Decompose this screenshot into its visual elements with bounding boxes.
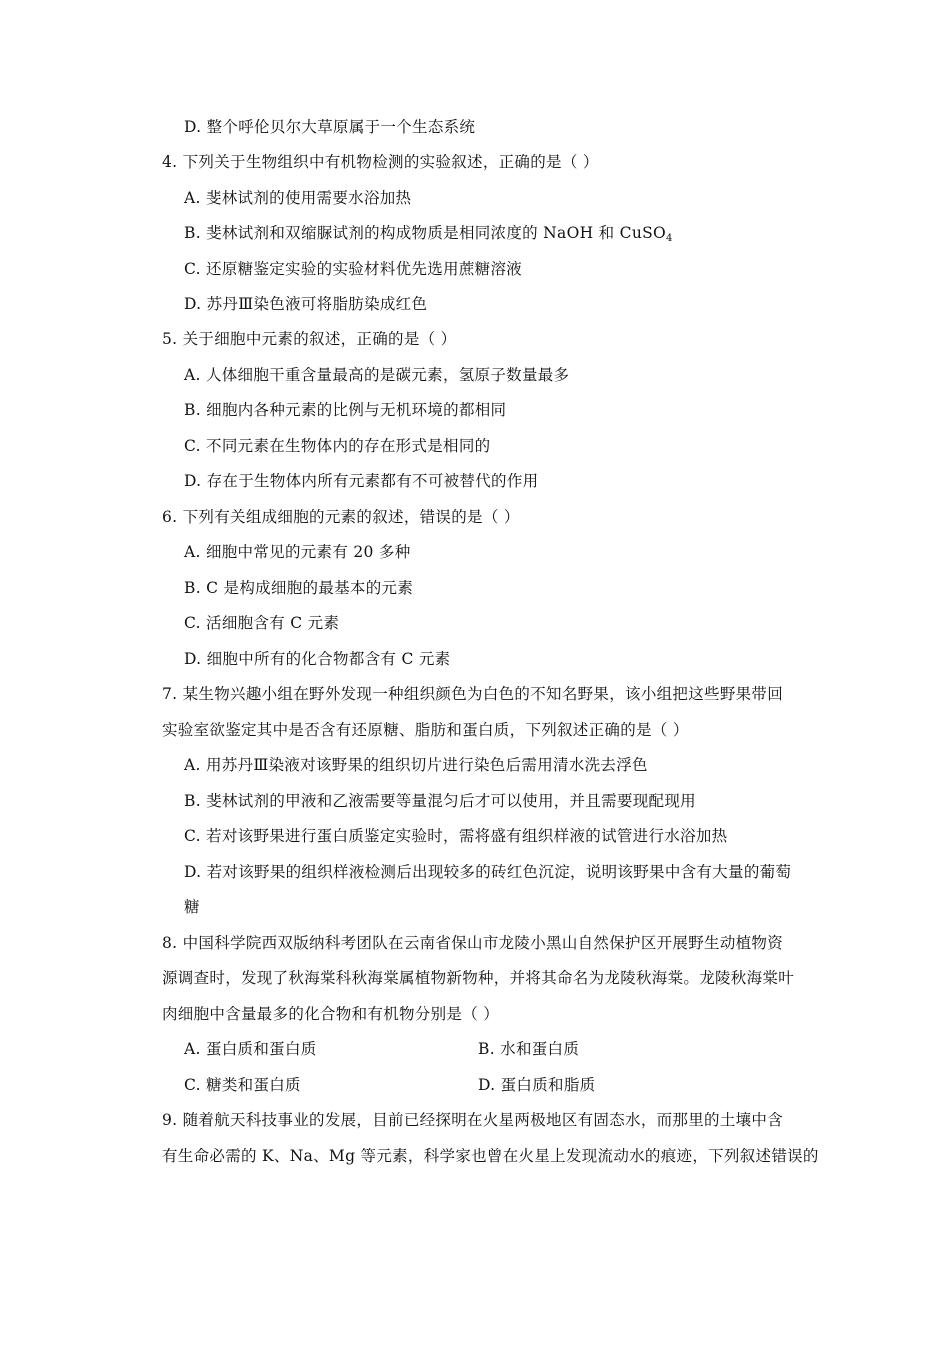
question-9-stem: 9. 随着航天科技事业的发展，目前已经探明在火星两极地区有固态水，而那里的土壤中含 xyxy=(162,1111,784,1129)
q8-option-b: B. 水和蛋白质 xyxy=(478,1040,580,1058)
question-4-stem: 4. 下列关于生物组织中有机物检测的实验叙述，正确的是（ ） xyxy=(162,153,599,171)
question-7-stem-cont: 实验室欲鉴定其中是否含有还原糖、脂肪和蛋白质，下列叙述正确的是（ ） xyxy=(162,721,689,739)
question-8-stem-cont1: 源调查时，发现了秋海棠科秋海棠属植物新物种，并将其命名为龙陵秋海棠。龙陵秋海棠叶 xyxy=(162,969,795,987)
q4-option-a: A. 斐林试剂的使用需要水浴加热 xyxy=(184,189,412,207)
question-7-stem: 7. 某生物兴趣小组在野外发现一种组织颜色为白色的不知名野果，该小组把这些野果带回 xyxy=(162,685,784,703)
q4-option-b-subscript: 4 xyxy=(666,233,673,244)
q8-option-a: A. 蛋白质和蛋白质 xyxy=(184,1040,317,1058)
question-8-stem-cont2: 肉细胞中含量最多的化合物和有机物分别是（ ） xyxy=(162,1005,500,1023)
q7-option-c: C. 若对该野果进行蛋白质鉴定实验时，需将盛有组织样液的试管进行水浴加热 xyxy=(184,827,728,845)
question-8-stem: 8. 中国科学院西双版纳科考团队在云南省保山市龙陵小黑山自然保护区开展野生动植物资 xyxy=(162,934,784,952)
q7-option-d: D. 若对该野果的组织样液检测后出现较多的砖红色沉淀，说明该野果中含有大量的葡萄 xyxy=(184,863,792,881)
q5-option-a: A. 人体细胞干重含量最高的是碳元素，氢原子数量最多 xyxy=(184,366,570,384)
q8-option-c: C. 糖类和蛋白质 xyxy=(184,1076,301,1094)
q7-option-a: A. 用苏丹Ⅲ染液对该野果的组织切片进行染色后需用清水洗去浮色 xyxy=(184,756,648,774)
q6-option-c: C. 活细胞含有 C 元素 xyxy=(184,614,340,632)
question-6-stem: 6. 下列有关组成细胞的元素的叙述，错误的是（ ） xyxy=(162,508,520,526)
q6-option-b: B. C 是构成细胞的最基本的元素 xyxy=(184,579,414,597)
q5-option-c: C. 不同元素在生物体内的存在形式是相同的 xyxy=(184,437,491,455)
q6-option-d: D. 细胞中所有的化合物都含有 C 元素 xyxy=(184,650,451,668)
q8-option-d: D. 蛋白质和脂质 xyxy=(478,1076,596,1094)
q7-option-b: B. 斐林试剂的甲液和乙液需要等量混匀后才可以使用，并且需要现配现用 xyxy=(184,792,696,810)
q5-option-d: D. 存在于生物体内所有元素都有不可被替代的作用 xyxy=(184,472,539,490)
q4-option-c: C. 还原糖鉴定实验的实验材料优先选用蔗糖溶液 xyxy=(184,260,523,278)
q7-option-d-cont: 糖 xyxy=(184,898,200,916)
q3-option-d: D. 整个呼伦贝尔大草原属于一个生态系统 xyxy=(184,118,476,136)
question-9-stem-cont: 有生命必需的 K、Na、Mg 等元素，科学家也曾在火星上发现流动水的痕迹，下列叙述错误的 xyxy=(162,1147,819,1165)
q6-option-a: A. 细胞中常见的元素有 20 多种 xyxy=(184,543,411,561)
question-5-stem: 5. 关于细胞中元素的叙述，正确的是（ ） xyxy=(162,330,457,348)
q5-option-b: B. 细胞内各种元素的比例与无机环境的都相同 xyxy=(184,401,507,419)
q4-option-b xyxy=(184,223,673,249)
q4-option-d: D. 苏丹Ⅲ染色液可将脂肪染成红色 xyxy=(184,295,428,313)
q4-option-b-text: B. 斐林试剂和双缩脲试剂的构成物质是相同浓度的 NaOH 和 CuSO xyxy=(184,224,667,242)
